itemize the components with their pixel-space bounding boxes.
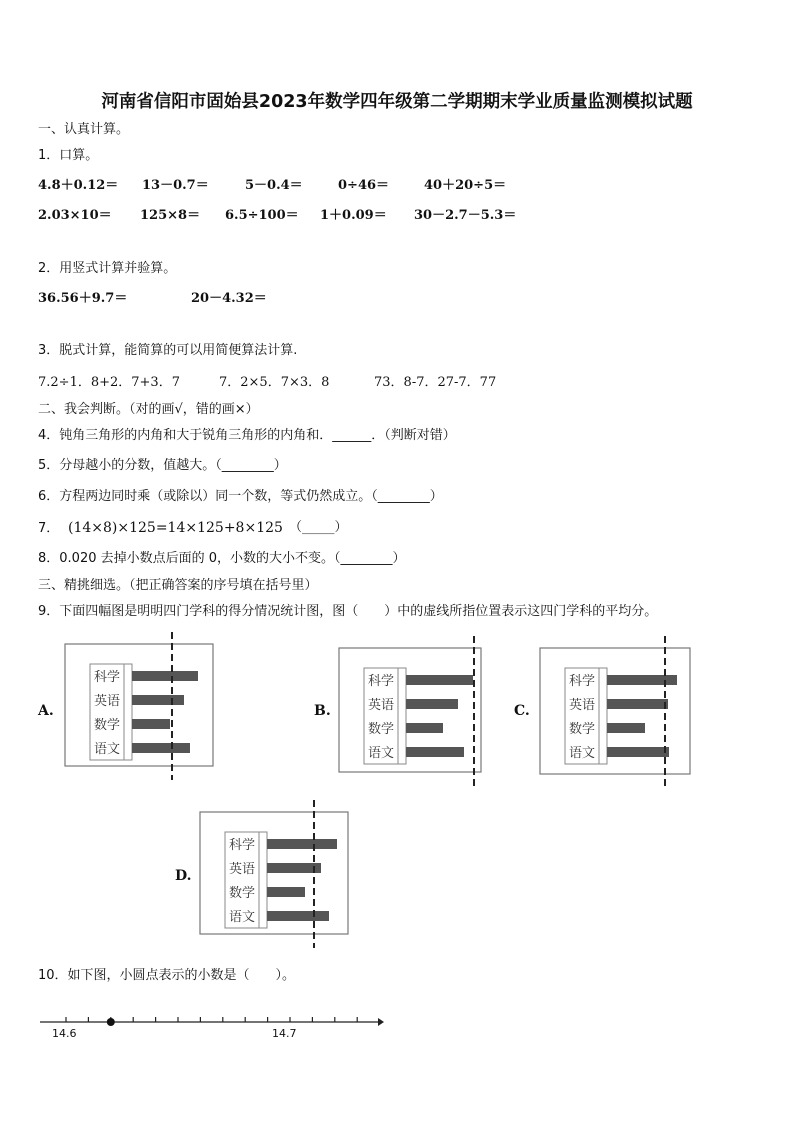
bar: [267, 863, 321, 873]
chart-a[interactable]: [64, 632, 214, 780]
category-label: 英语: [228, 862, 256, 877]
q4-text: 4．钝角三角形的内角和大于锐角三角形的内角和．______．（判断对错）: [38, 428, 456, 443]
q5-text: 5．分母越小的分数，值越大。（________）: [38, 458, 287, 473]
calc-item: 2.03×10＝: [38, 208, 112, 223]
q2-label: 2．用竖式计算并验算。: [38, 261, 177, 276]
bar: [607, 747, 669, 757]
option-d-label: D.: [175, 868, 192, 884]
numberline-arrow: [378, 1018, 384, 1026]
category-label: 科学: [228, 838, 256, 853]
page-title: 河南省信阳市固始县2023年数学四年级第二学期期末学业质量监测模拟试题: [101, 92, 693, 112]
category-label: 科学: [568, 674, 596, 689]
calc-item: 7．2×5．7×3．8: [219, 375, 330, 390]
calc-item: 5－0.4＝: [245, 178, 303, 193]
bar: [132, 719, 170, 729]
calc-item: 73．8-7．27-7．77: [374, 375, 497, 390]
chart-b[interactable]: [338, 636, 482, 786]
bar: [267, 839, 337, 849]
calc-item: 1＋0.09＝: [320, 208, 387, 223]
calc-item: 7.2÷1．8+2．7+3．7: [38, 375, 180, 390]
calc-item: 20－4.32＝: [191, 291, 267, 306]
category-label: 语文: [93, 742, 121, 757]
bar: [132, 671, 198, 681]
bar: [132, 695, 184, 705]
q10-text: 10．如下图，小圆点表示的小数是（ ）。: [38, 968, 296, 983]
category-label: 数学: [228, 886, 256, 901]
bar: [406, 675, 473, 685]
section2-heading: 二、我会判断。（对的画√，错的画×）: [38, 402, 259, 417]
bar: [267, 887, 305, 897]
bar: [406, 699, 458, 709]
bar: [267, 911, 329, 921]
option-c-label: C.: [514, 703, 530, 719]
section3-heading: 三、精挑细选。（把正确答案的序号填在括号里）: [38, 578, 318, 593]
category-label: 数学: [367, 722, 395, 737]
bar: [607, 675, 677, 685]
numberline-end-label: 14.7: [272, 1027, 297, 1040]
calc-item: 40＋20÷5＝: [424, 178, 507, 193]
bar: [406, 723, 443, 733]
calc-item: 0÷46＝: [338, 178, 390, 193]
option-b-label: B.: [314, 703, 331, 719]
q7-number: 7．: [38, 521, 60, 536]
calc-item: 6.5÷100＝: [225, 208, 299, 223]
q8-text: 8．0.020 去掉小数点后面的 0，小数的大小不变。（________）: [38, 551, 406, 566]
calc-item: 36.56＋9.7＝: [38, 291, 128, 306]
chart-c[interactable]: [539, 636, 691, 788]
category-label: 科学: [367, 674, 395, 689]
bar: [132, 743, 190, 753]
calc-item: 125×8＝: [140, 208, 201, 223]
calc-item: 30－2.7－5.3＝: [414, 208, 517, 223]
calc-item: 4.8＋0.12＝: [38, 178, 119, 193]
q9-text: 9．下面四幅图是明明四门学科的得分情况统计图，图（ ）中的虚线所指位置表示这四门学科的平均分。: [38, 604, 658, 619]
calc-item: 13－0.7＝: [142, 178, 209, 193]
category-label: 语文: [228, 910, 256, 925]
category-label: 英语: [367, 698, 395, 713]
bar: [607, 699, 668, 709]
q6-text: 6．方程两边同时乘（或除以）同一个数，等式仍然成立。（________）: [38, 489, 443, 504]
q3-label: 3．脱式计算，能简算的可以用简便算法计算.: [38, 343, 298, 358]
q1-label: 1．口算。: [38, 148, 99, 163]
category-label: 科学: [93, 670, 121, 685]
bar: [607, 723, 645, 733]
category-label: 语文: [568, 746, 596, 761]
bar: [406, 747, 464, 757]
option-a-label: A.: [38, 703, 54, 719]
chart-d[interactable]: [199, 800, 349, 948]
q7-expression: (14×8)×125=14×125+8×125: [68, 520, 283, 536]
category-label: 英语: [568, 698, 596, 713]
section1-heading: 一、认真计算。: [38, 122, 130, 137]
category-label: 数学: [568, 722, 596, 737]
category-label: 数学: [93, 718, 121, 733]
category-label: 语文: [367, 746, 395, 761]
category-label: 英语: [93, 694, 121, 709]
numberline-start-label: 14.6: [52, 1027, 77, 1040]
number-line: [40, 1012, 385, 1032]
q7-blank: （_____）: [289, 520, 348, 535]
numberline-dot: [107, 1018, 115, 1026]
